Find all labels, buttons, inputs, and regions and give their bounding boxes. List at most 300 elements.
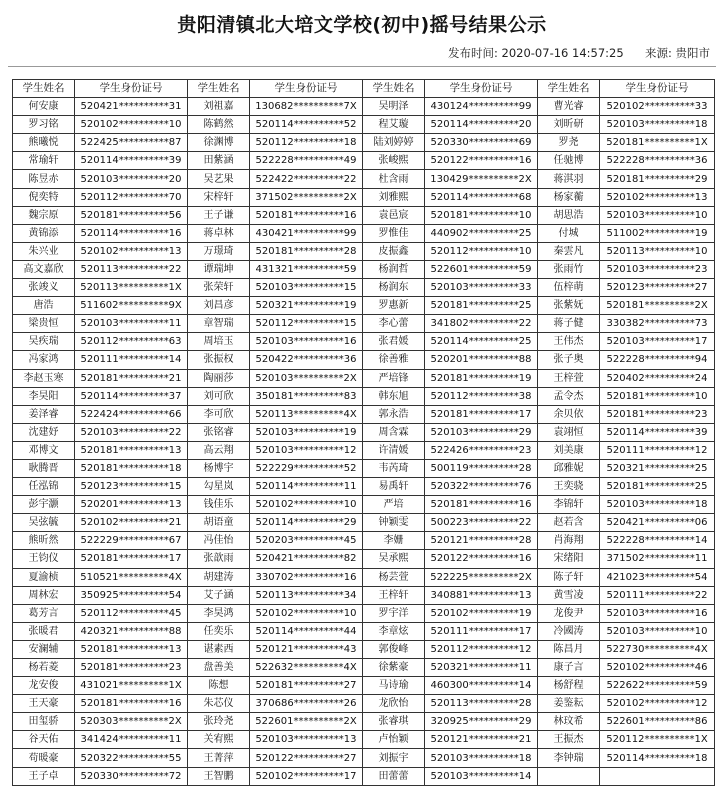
- student-id-cell: 520181**********56: [75, 206, 188, 224]
- student-name-cell: 刘振宇: [363, 749, 425, 767]
- student-id-cell: 520421**********82: [250, 550, 363, 568]
- student-name-cell: 吴承熙: [363, 550, 425, 568]
- student-name-cell: 张子奥: [538, 351, 600, 369]
- student-name-cell: 杨家蘅: [538, 188, 600, 206]
- student-name-cell: 杨润东: [363, 279, 425, 297]
- student-id-cell: 431021**********1X: [75, 677, 188, 695]
- student-name-cell: 徐善雅: [363, 351, 425, 369]
- student-name-cell: 王菁萍: [188, 749, 250, 767]
- student-name-cell: 冷國涛: [538, 622, 600, 640]
- student-name-cell: 孟令杰: [538, 387, 600, 405]
- student-name-cell: 袁邑宸: [363, 206, 425, 224]
- student-id-cell: 522225**********2X: [425, 568, 538, 586]
- student-id-cell: 520103**********12: [250, 441, 363, 459]
- student-id-cell: 520181**********25: [600, 478, 715, 496]
- table-row: [13, 224, 715, 242]
- student-id-cell: 520181**********16: [425, 496, 538, 514]
- student-id-cell: 520181**********21: [75, 369, 188, 387]
- student-id-cell: 520122**********27: [250, 749, 363, 767]
- student-id-cell: 520322**********76: [425, 478, 538, 496]
- table-row: [13, 98, 715, 116]
- student-name-cell: 王钧仪: [13, 550, 75, 568]
- student-name-cell: 易禹轩: [363, 478, 425, 496]
- student-name-cell: 陈想: [188, 677, 250, 695]
- student-name-cell: 黄锦添: [13, 224, 75, 242]
- student-name-cell: 田玺骄: [13, 713, 75, 731]
- student-id-cell: 520114**********39: [600, 423, 715, 441]
- student-id-cell: 520103**********29: [425, 423, 538, 441]
- student-name-cell: 李昊鸿: [188, 604, 250, 622]
- student-id-cell: 520103**********13: [250, 731, 363, 749]
- student-id-cell: 520422**********36: [250, 351, 363, 369]
- student-id-cell: 520123**********15: [75, 478, 188, 496]
- student-id-cell: 330382**********73: [600, 315, 715, 333]
- student-name-cell: 吴疾瑞: [13, 333, 75, 351]
- student-id-cell: 500119**********28: [425, 459, 538, 477]
- table-row: [13, 604, 715, 622]
- student-id-cell: 522229**********52: [250, 459, 363, 477]
- student-name-cell: 郭永浩: [363, 405, 425, 423]
- student-name-cell: 邓博文: [13, 441, 75, 459]
- student-id-cell: 520103**********18: [600, 496, 715, 514]
- table-header-row: [13, 80, 715, 98]
- student-id-cell: 522228**********49: [250, 152, 363, 170]
- student-name-cell: 张竣义: [13, 279, 75, 297]
- student-id-cell: 520181**********18: [75, 459, 188, 477]
- student-id-cell: 520103**********16: [250, 333, 363, 351]
- student-id-cell: 520113**********1X: [75, 279, 188, 297]
- student-name-cell: 高文嘉欣: [13, 260, 75, 278]
- student-id-cell: 520181**********23: [75, 659, 188, 677]
- student-id-cell: 520121**********21: [425, 731, 538, 749]
- student-name-cell: 田紫涵: [188, 152, 250, 170]
- header-student-id: 学生身份证号: [75, 80, 188, 98]
- student-name-cell: 李钟瑞: [538, 749, 600, 767]
- student-name-cell: 宋梓轩: [188, 188, 250, 206]
- student-id-cell: 520112**********18: [250, 134, 363, 152]
- student-name-cell: 王奕骁: [538, 478, 600, 496]
- student-id-cell: 430421**********99: [250, 224, 363, 242]
- student-id-cell: [600, 767, 715, 785]
- student-id-cell: 520113**********34: [250, 586, 363, 604]
- table-row: [13, 170, 715, 188]
- student-id-cell: 520103**********17: [600, 333, 715, 351]
- student-id-cell: 522730**********4X: [600, 640, 715, 658]
- table-row: [13, 333, 715, 351]
- student-name-cell: 任泓锦: [13, 478, 75, 496]
- student-id-cell: 520103**********14: [425, 767, 538, 785]
- student-name-cell: 徐渊博: [188, 134, 250, 152]
- student-name-cell: 付城: [538, 224, 600, 242]
- student-name-cell: 邱雅妮: [538, 459, 600, 477]
- student-name-cell: 朱芯仪: [188, 695, 250, 713]
- student-name-cell: 王振杰: [538, 731, 600, 749]
- student-id-cell: 420321**********88: [75, 622, 188, 640]
- student-id-cell: 520181**********25: [425, 297, 538, 315]
- student-name-cell: 杨若菱: [13, 659, 75, 677]
- student-id-cell: 520114**********37: [75, 387, 188, 405]
- student-id-cell: 520112**********38: [425, 387, 538, 405]
- student-name-cell: 龙安俊: [13, 677, 75, 695]
- student-id-cell: 520181**********17: [425, 405, 538, 423]
- student-id-cell: 520111**********14: [75, 351, 188, 369]
- student-id-cell: 520122**********16: [425, 152, 538, 170]
- title-divider: [8, 66, 716, 67]
- source-label: 来源:: [644, 46, 672, 60]
- student-id-cell: 522632**********4X: [250, 659, 363, 677]
- student-id-cell: 520102**********33: [600, 98, 715, 116]
- student-id-cell: 522426**********23: [425, 441, 538, 459]
- page-title: 贵阳清镇北大培文学校(初中)摇号结果公示: [177, 14, 547, 36]
- student-name-cell: 张歆雨: [188, 550, 250, 568]
- student-id-cell: 510521**********4X: [75, 568, 188, 586]
- student-id-cell: 520321**********19: [250, 297, 363, 315]
- student-id-cell: 511002**********19: [600, 224, 715, 242]
- student-name-cell: 盘善美: [188, 659, 250, 677]
- student-name-cell: 彭宇灏: [13, 496, 75, 514]
- table-row: [13, 514, 715, 532]
- student-id-cell: 522228**********94: [600, 351, 715, 369]
- student-name-cell: 李昊阳: [13, 387, 75, 405]
- student-name-cell: 康子言: [538, 659, 600, 677]
- student-id-cell: 520181**********23: [600, 405, 715, 423]
- student-name-cell: 王梓轩: [363, 586, 425, 604]
- student-name-cell: 艾子涵: [188, 586, 250, 604]
- student-id-cell: 522229**********67: [75, 532, 188, 550]
- student-name-cell: 倪奕特: [13, 188, 75, 206]
- table-row: [13, 188, 715, 206]
- student-id-cell: 520112**********15: [250, 315, 363, 333]
- student-id-cell: 520112**********1X: [600, 731, 715, 749]
- student-name-cell: 马诗瑜: [363, 677, 425, 695]
- student-id-cell: 520112**********63: [75, 333, 188, 351]
- student-id-cell: 520114**********44: [250, 622, 363, 640]
- student-name-cell: 杨芸萱: [363, 568, 425, 586]
- student-name-cell: 李赵玉寒: [13, 369, 75, 387]
- student-id-cell: 520103**********22: [75, 423, 188, 441]
- student-id-cell: 520330**********72: [75, 767, 188, 785]
- student-name-cell: 张荣轩: [188, 279, 250, 297]
- table-row: [13, 297, 715, 315]
- student-id-cell: 520114**********18: [600, 749, 715, 767]
- student-name-cell: 王梓萱: [538, 369, 600, 387]
- table-row: [13, 351, 715, 369]
- student-id-cell: 511602**********9X: [75, 297, 188, 315]
- student-name-cell: 田蕾蕾: [363, 767, 425, 785]
- student-name-cell: 赵若含: [538, 514, 600, 532]
- student-id-cell: 520103**********20: [75, 170, 188, 188]
- student-name-cell: 朱兴业: [13, 242, 75, 260]
- student-id-cell: 520102**********10: [75, 116, 188, 134]
- student-name-cell: 王子谦: [188, 206, 250, 224]
- student-id-cell: 520114**********52: [250, 116, 363, 134]
- student-name-cell: 关宥熙: [188, 731, 250, 749]
- student-id-cell: 520421**********31: [75, 98, 188, 116]
- student-id-cell: 520181**********19: [425, 369, 538, 387]
- table-row: [13, 152, 715, 170]
- student-id-cell: 520121**********28: [425, 532, 538, 550]
- student-name-cell: 罗尧: [538, 134, 600, 152]
- source-value: 贵阳市: [675, 46, 710, 60]
- student-id-cell: 520113**********4X: [250, 405, 363, 423]
- table-row: [13, 478, 715, 496]
- student-name-cell: 唐浩: [13, 297, 75, 315]
- student-id-cell: 520103**********2X: [250, 369, 363, 387]
- student-name-cell: 袁翊恒: [538, 423, 600, 441]
- student-id-cell: 520102**********21: [75, 514, 188, 532]
- student-id-cell: 520114**********29: [250, 514, 363, 532]
- student-name-cell: 何安康: [13, 98, 75, 116]
- student-id-cell: 522622**********59: [600, 677, 715, 695]
- student-name-cell: 周含霖: [363, 423, 425, 441]
- student-name-cell: 陈昌月: [538, 640, 600, 658]
- student-id-cell: 500223**********22: [425, 514, 538, 532]
- table-row: [13, 405, 715, 423]
- student-id-cell: 522601**********59: [425, 260, 538, 278]
- student-name-cell: 王天豪: [13, 695, 75, 713]
- student-id-cell: 520103**********33: [425, 279, 538, 297]
- student-name-cell: 陶丽莎: [188, 369, 250, 387]
- student-name-cell: 张君媛: [363, 333, 425, 351]
- student-id-cell: 371502**********2X: [250, 188, 363, 206]
- student-id-cell: 522601**********2X: [250, 713, 363, 731]
- student-name-cell: 李心蕾: [363, 315, 425, 333]
- student-id-cell: 522601**********86: [600, 713, 715, 731]
- student-name-cell: 胡建涛: [188, 568, 250, 586]
- student-name-cell: 蒋卓林: [188, 224, 250, 242]
- student-name-cell: 李章炫: [363, 622, 425, 640]
- student-id-cell: 430124**********99: [425, 98, 538, 116]
- table-row: [13, 387, 715, 405]
- header-student-name: 学生姓名: [13, 80, 75, 98]
- student-id-cell: 370686**********26: [250, 695, 363, 713]
- table-row: [13, 622, 715, 640]
- student-name-cell: 安澜辅: [13, 640, 75, 658]
- student-id-cell: 520114**********11: [250, 478, 363, 496]
- student-name-cell: 刘可欣: [188, 387, 250, 405]
- student-name-cell: 魏宗原: [13, 206, 75, 224]
- student-name-cell: 万璟琦: [188, 242, 250, 260]
- student-name-cell: 夏渝桢: [13, 568, 75, 586]
- student-id-cell: 520181**********1X: [600, 134, 715, 152]
- student-id-cell: 520122**********16: [425, 550, 538, 568]
- student-name-cell: 王智鹏: [188, 767, 250, 785]
- student-id-cell: 340881**********13: [425, 586, 538, 604]
- table-row: [13, 550, 715, 568]
- student-name-cell: 吴弦毓: [13, 514, 75, 532]
- student-id-cell: 520181**********27: [250, 677, 363, 695]
- table-row: [13, 260, 715, 278]
- student-id-cell: 520102**********13: [75, 242, 188, 260]
- table-row: [13, 677, 715, 695]
- student-name-cell: 张振权: [188, 351, 250, 369]
- student-name-cell: 许清媛: [363, 441, 425, 459]
- student-name-cell: 常瑜轩: [13, 152, 75, 170]
- student-id-cell: 520102**********46: [600, 659, 715, 677]
- publish-time: 2020-07-16 14:57:25: [501, 46, 624, 60]
- student-name-cell: 罗惠新: [363, 297, 425, 315]
- student-name-cell: 陈鹤然: [188, 116, 250, 134]
- student-id-cell: 520113**********28: [425, 695, 538, 713]
- student-id-cell: 522422**********22: [250, 170, 363, 188]
- student-name-cell: 徐紫豪: [363, 659, 425, 677]
- header-student-id: 学生身份证号: [425, 80, 538, 98]
- student-name-cell: 韦芮琦: [363, 459, 425, 477]
- student-id-cell: 522228**********36: [600, 152, 715, 170]
- student-id-cell: 320925**********29: [425, 713, 538, 731]
- student-name-cell: 韩东旭: [363, 387, 425, 405]
- table-row: [13, 731, 715, 749]
- student-name-cell: 曹光睿: [538, 98, 600, 116]
- student-id-cell: 130682**********7X: [250, 98, 363, 116]
- student-id-cell: 330702**********16: [250, 568, 363, 586]
- student-name-cell: 谭瑞坤: [188, 260, 250, 278]
- student-name-cell: 严培: [363, 496, 425, 514]
- table-row: [13, 713, 715, 731]
- student-id-cell: 520103**********10: [600, 206, 715, 224]
- student-id-cell: 421023**********54: [600, 568, 715, 586]
- student-id-cell: 520112**********12: [425, 640, 538, 658]
- student-name-cell: 梁贵恒: [13, 315, 75, 333]
- student-name-cell: 张玲尧: [188, 713, 250, 731]
- student-id-cell: 520103**********18: [425, 749, 538, 767]
- student-name-cell: 刘昌彦: [188, 297, 250, 315]
- student-name-cell: 龙俊尹: [538, 604, 600, 622]
- student-id-cell: 520181**********16: [75, 695, 188, 713]
- student-name-cell: 葛芳言: [13, 604, 75, 622]
- student-name-cell: 罗习铭: [13, 116, 75, 134]
- student-name-cell: 冯家鸿: [13, 351, 75, 369]
- student-name-cell: 肖海翔: [538, 532, 600, 550]
- table-row: [13, 640, 715, 658]
- student-name-cell: 任奕乐: [188, 622, 250, 640]
- student-id-cell: 431321**********59: [250, 260, 363, 278]
- table-row: [13, 242, 715, 260]
- student-id-cell: 520201**********13: [75, 496, 188, 514]
- student-name-cell: 刘雅熙: [363, 188, 425, 206]
- student-id-cell: 350181**********83: [250, 387, 363, 405]
- student-name-cell: 钟颖雯: [363, 514, 425, 532]
- student-name-cell: 杜含雨: [363, 170, 425, 188]
- student-id-cell: 520102**********17: [250, 767, 363, 785]
- student-id-cell: 520103**********10: [600, 622, 715, 640]
- student-id-cell: 520103**********16: [600, 604, 715, 622]
- student-id-cell: 520181**********2X: [600, 297, 715, 315]
- student-name-cell: 熊昕然: [13, 532, 75, 550]
- student-name-cell: 冯佳怡: [188, 532, 250, 550]
- student-id-cell: 520303**********2X: [75, 713, 188, 731]
- header-student-name: 学生姓名: [188, 80, 250, 98]
- student-id-cell: 520421**********06: [600, 514, 715, 532]
- student-name-cell: 陈子轩: [538, 568, 600, 586]
- student-id-cell: 520114**********16: [75, 224, 188, 242]
- student-name-cell: 谌素西: [188, 640, 250, 658]
- student-name-cell: 熊曦悦: [13, 134, 75, 152]
- table-body: [13, 98, 715, 786]
- student-id-cell: 520102**********13: [600, 188, 715, 206]
- student-id-cell: 522228**********14: [600, 532, 715, 550]
- student-id-cell: 520181**********13: [75, 441, 188, 459]
- student-name-cell: [538, 767, 600, 785]
- student-id-cell: 520181**********17: [75, 550, 188, 568]
- student-id-cell: 520181**********13: [75, 640, 188, 658]
- student-name-cell: 苟暖豪: [13, 749, 75, 767]
- student-id-cell: 520114**********25: [425, 333, 538, 351]
- student-id-cell: 440902**********25: [425, 224, 538, 242]
- student-id-cell: 520123**********27: [600, 279, 715, 297]
- student-name-cell: 章智瑞: [188, 315, 250, 333]
- student-id-cell: 520321**********25: [600, 459, 715, 477]
- student-name-cell: 郭俊峰: [363, 640, 425, 658]
- table-row: [13, 459, 715, 477]
- student-id-cell: 520103**********11: [75, 315, 188, 333]
- student-id-cell: 520330**********69: [425, 134, 538, 152]
- table-row: [13, 423, 715, 441]
- student-id-cell: 520112**********70: [75, 188, 188, 206]
- student-id-cell: 520181**********10: [425, 206, 538, 224]
- student-id-cell: 520102**********12: [600, 695, 715, 713]
- student-name-cell: 耿腾晋: [13, 459, 75, 477]
- table-row: [13, 659, 715, 677]
- student-name-cell: 李锦轩: [538, 496, 600, 514]
- student-id-cell: 350925**********54: [75, 586, 188, 604]
- student-id-cell: 520103**********19: [250, 423, 363, 441]
- student-name-cell: 陈昱赤: [13, 170, 75, 188]
- student-name-cell: 王伟杰: [538, 333, 600, 351]
- student-id-cell: 520111**********22: [600, 586, 715, 604]
- student-id-cell: 520203**********45: [250, 532, 363, 550]
- student-name-cell: 严培锋: [363, 369, 425, 387]
- student-name-cell: 任驰博: [538, 152, 600, 170]
- student-id-cell: 520181**********16: [250, 206, 363, 224]
- student-id-cell: 520112**********10: [425, 242, 538, 260]
- student-name-cell: 胡思浩: [538, 206, 600, 224]
- student-name-cell: 高云翔: [188, 441, 250, 459]
- header-student-id: 学生身份证号: [600, 80, 715, 98]
- student-name-cell: 姜鉴耘: [538, 695, 600, 713]
- student-id-cell: 520402**********24: [600, 369, 715, 387]
- student-id-cell: 460300**********14: [425, 677, 538, 695]
- student-name-cell: 张雨竹: [538, 260, 600, 278]
- student-name-cell: 张铭睿: [188, 423, 250, 441]
- table-row: [13, 749, 715, 767]
- student-name-cell: 陆刘婷婷: [363, 134, 425, 152]
- student-id-cell: 520113**********10: [600, 242, 715, 260]
- table-row: [13, 695, 715, 713]
- student-name-cell: 钱佳乐: [188, 496, 250, 514]
- student-name-cell: 勾星岚: [188, 478, 250, 496]
- student-name-cell: 张峻熙: [363, 152, 425, 170]
- student-id-cell: 522425**********87: [75, 134, 188, 152]
- student-name-cell: 罗惟佳: [363, 224, 425, 242]
- student-id-cell: 520102**********10: [250, 496, 363, 514]
- student-name-cell: 余贝依: [538, 405, 600, 423]
- student-name-cell: 杨润哲: [363, 260, 425, 278]
- student-name-cell: 吴艺果: [188, 170, 250, 188]
- student-name-cell: 李可欣: [188, 405, 250, 423]
- table-row: [13, 279, 715, 297]
- table-row: [13, 568, 715, 586]
- student-name-cell: 刘祖嘉: [188, 98, 250, 116]
- student-id-cell: 520121**********43: [250, 640, 363, 658]
- table-row: [13, 315, 715, 333]
- student-name-cell: 王子卓: [13, 767, 75, 785]
- student-name-cell: 杨博宇: [188, 459, 250, 477]
- student-name-cell: 黄雪凌: [538, 586, 600, 604]
- student-name-cell: 秦雲凡: [538, 242, 600, 260]
- table-row: [13, 206, 715, 224]
- student-id-cell: 520181**********28: [250, 242, 363, 260]
